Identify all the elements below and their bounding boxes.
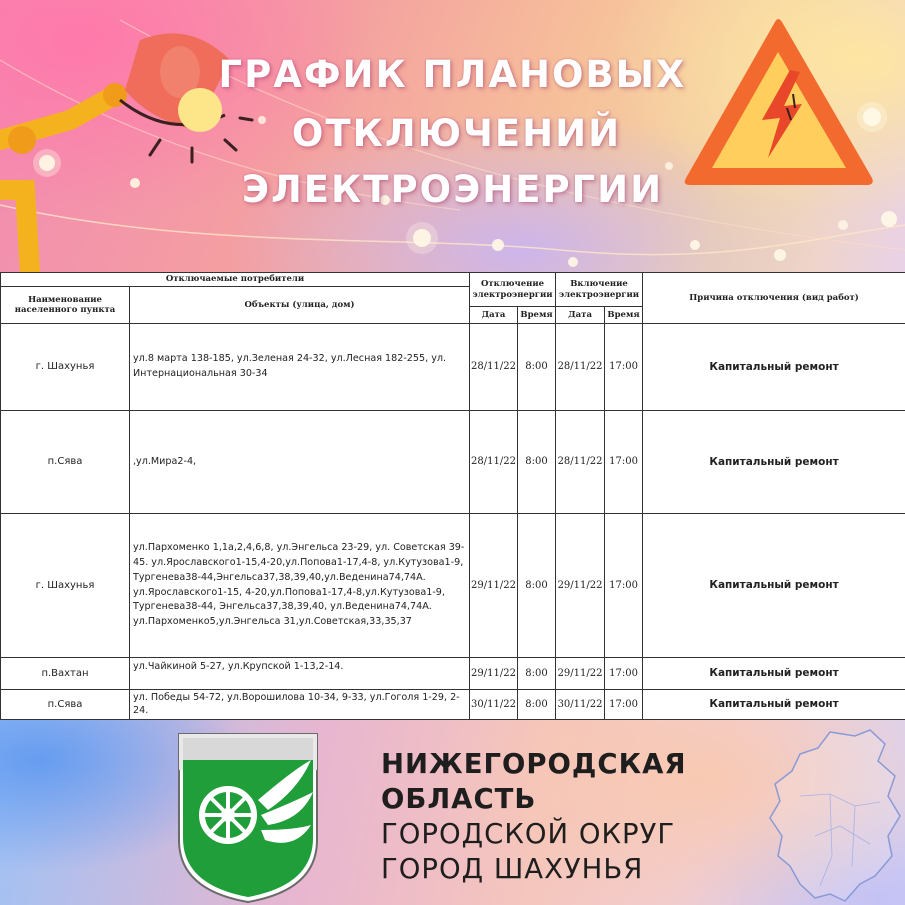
on-time-cell: 17:00 xyxy=(605,411,643,514)
header-off-date: Дата xyxy=(470,307,518,324)
coat-of-arms-icon xyxy=(173,730,323,905)
header-on-time: Время xyxy=(605,307,643,324)
banner-title-line-3: ЭЛЕКТРОЭНЕРГИИ xyxy=(241,168,664,211)
header-on-date: Дата xyxy=(556,307,605,324)
table-row xyxy=(1,324,905,411)
on-time-cell: 17:00 xyxy=(605,324,643,411)
objects-cell: ул. Победы 54-72, ул.Ворошилова 10-34, 9-33, ул.Гоголя 1-29, 2-24. xyxy=(130,690,470,720)
on-date-cell: 29/11/22 xyxy=(556,514,605,658)
objects-cell: ул.Чайкиной 5-27, ул.Крупской 1-13,2-14. xyxy=(130,658,470,690)
off-date-cell: 29/11/22 xyxy=(470,514,518,658)
district-name-line-1: ГОРОДСКОЙ ОКРУГ xyxy=(381,818,676,850)
region-name-line-2: ОБЛАСТЬ xyxy=(381,783,537,815)
on-time-cell: 17:00 xyxy=(605,658,643,690)
off-time-cell: 8:00 xyxy=(518,411,556,514)
on-date-cell: 30/11/22 xyxy=(556,690,605,720)
on-date-cell: 29/11/22 xyxy=(556,658,605,690)
on-date-cell: 28/11/22 xyxy=(556,411,605,514)
header-place: Наименование населенного пункта xyxy=(1,287,130,324)
place-cell: г. Шахунья xyxy=(1,324,130,411)
outage-table xyxy=(0,272,905,720)
header-power-on: Включение электроэнергии xyxy=(556,273,643,307)
header-power-off: Отключение электроэнергии xyxy=(470,273,556,307)
off-date-cell: 28/11/22 xyxy=(470,411,518,514)
header-off-time: Время xyxy=(518,307,556,324)
off-date-cell: 28/11/22 xyxy=(470,324,518,411)
objects-cell: ул.8 марта 138-185, ул.Зеленая 24-32, ул.Лесная 182-255, ул. Интернациональная 30-34 xyxy=(130,324,470,411)
off-date-cell: 30/11/22 xyxy=(470,690,518,720)
table-row xyxy=(1,658,905,690)
place-cell: п.Сява xyxy=(1,690,130,720)
on-date-cell: 28/11/22 xyxy=(556,324,605,411)
table-row xyxy=(1,690,905,720)
on-time-cell: 17:00 xyxy=(605,514,643,658)
off-time-cell: 8:00 xyxy=(518,658,556,690)
place-cell: п.Сява xyxy=(1,411,130,514)
table-row xyxy=(1,514,905,658)
banner-title-line-1: ГРАФИК ПЛАНОВЫХ xyxy=(218,53,687,96)
reason-cell: Капитальный ремонт xyxy=(643,658,905,690)
objects-cell: ул.Пархоменко 1,1а,2,4,6,8, ул.Энгельса 23-29, ул. Советская 39-45. ул.Ярославского1-15,4-20,ул.Попова1-17,4-8, ул.Кутузова1-9, Тургенева38-44,Энгельса37,38,39,40,ул.Веденина74,74А. ул.Ярославского1-15, 4-20,ул.Попова1-17,4-8,ул.Кутузова1-9, Тургенева38-44, Энгельса37,38,39,40, ул.Веденина74,74А. ул.Пархоменко5,ул.Энгельса 31,ул.Советская,33,35,37 xyxy=(130,514,470,658)
reason-cell: Капитальный ремонт xyxy=(643,411,905,514)
off-date-cell: 29/11/22 xyxy=(470,658,518,690)
region-map-icon xyxy=(760,726,905,905)
reason-cell: Капитальный ремонт xyxy=(643,324,905,411)
off-time-cell: 8:00 xyxy=(518,324,556,411)
objects-cell: ,ул.Мира2-4, xyxy=(130,411,470,514)
header-objects: Объекты (улица, дом) xyxy=(130,287,470,324)
header-banner xyxy=(0,0,905,272)
table-row xyxy=(1,411,905,514)
high-voltage-warning-icon xyxy=(685,19,873,185)
off-time-cell: 8:00 xyxy=(518,690,556,720)
header-reason: Причина отключения (вид работ) xyxy=(643,273,905,324)
place-cell: п.Вахтан xyxy=(1,658,130,690)
reason-cell: Капитальный ремонт xyxy=(643,690,905,720)
banner-title-line-2: ОТКЛЮЧЕНИЙ xyxy=(291,112,622,155)
on-time-cell: 17:00 xyxy=(605,690,643,720)
header-consumers: Отключаемые потребители xyxy=(1,273,470,287)
footer-banner xyxy=(0,720,905,905)
place-cell: г. Шахунья xyxy=(1,514,130,658)
off-time-cell: 8:00 xyxy=(518,514,556,658)
region-name-line-1: НИЖЕГОРОДСКАЯ xyxy=(381,748,687,780)
district-name-line-2: ГОРОД ШАХУНЬЯ xyxy=(381,853,644,885)
outage-schedule xyxy=(0,272,905,720)
footer-region-text xyxy=(381,747,687,887)
reason-cell: Капитальный ремонт xyxy=(643,514,905,658)
